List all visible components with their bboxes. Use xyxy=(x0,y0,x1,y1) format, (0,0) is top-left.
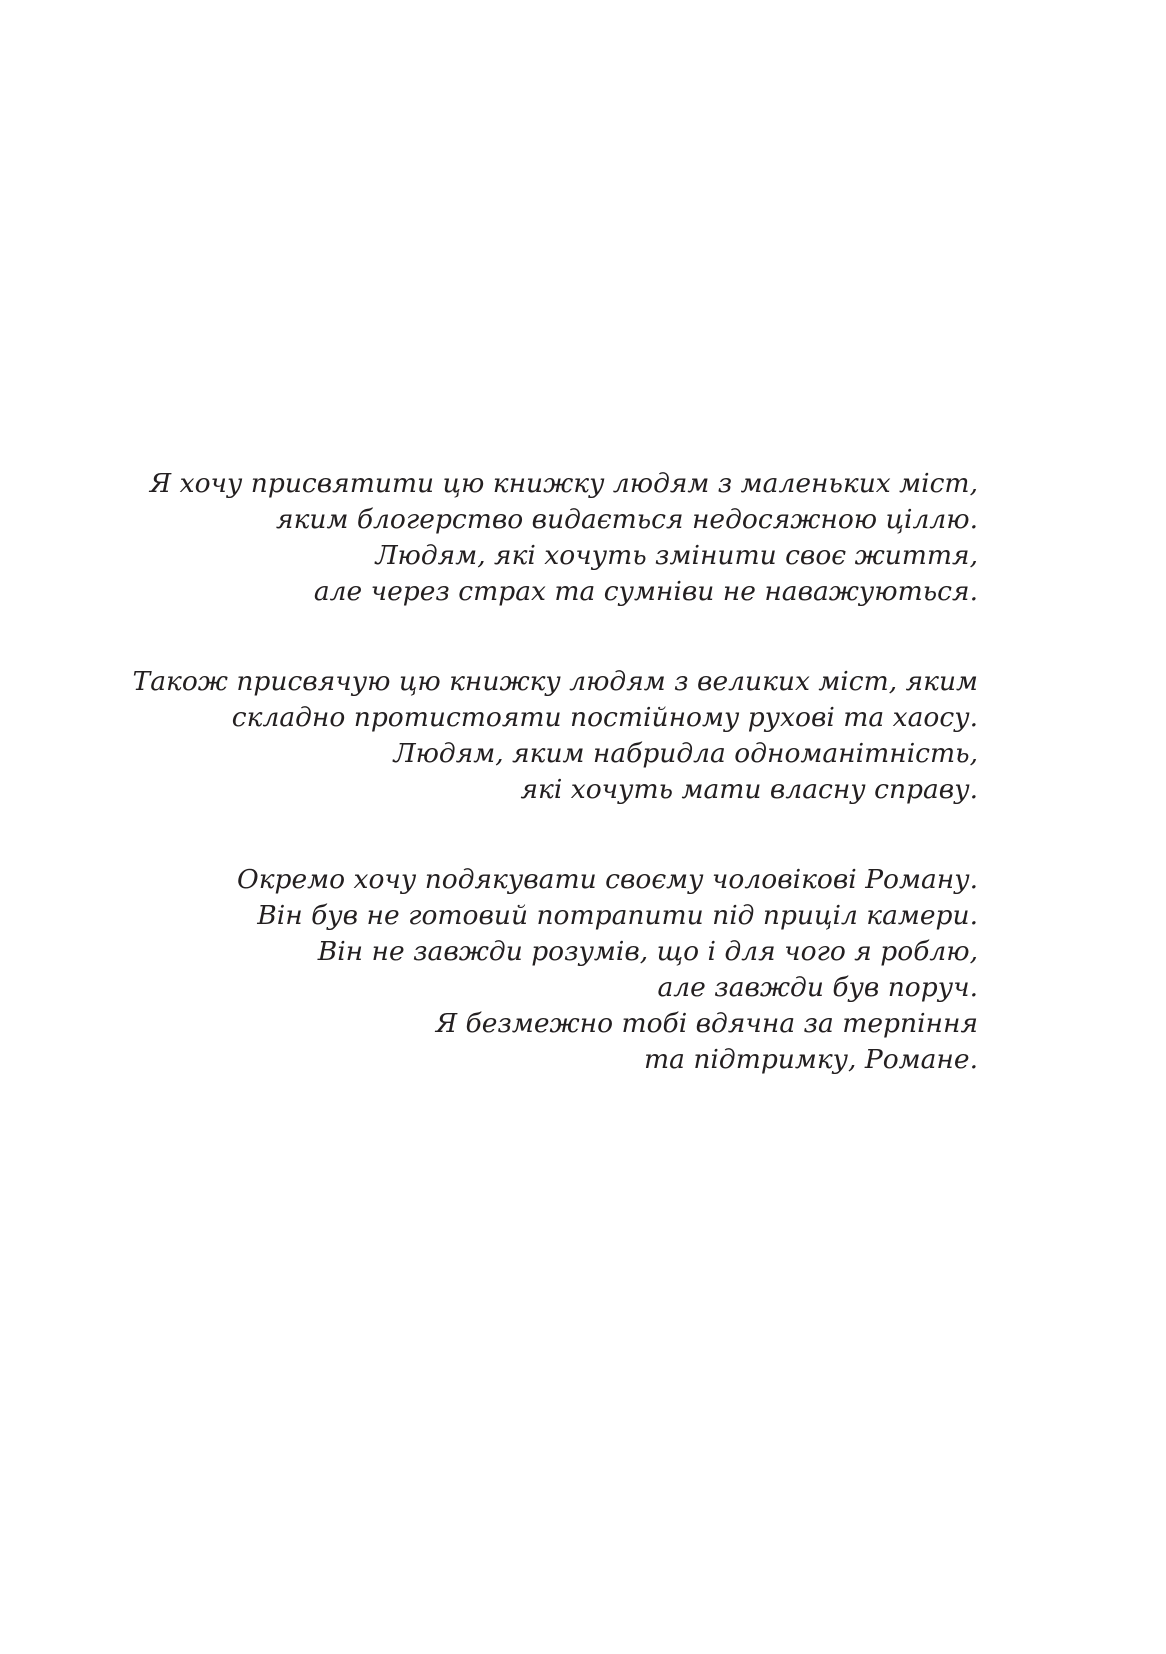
dedication-line: Я хочу присвятити цю книжку людям з маленьких міст, xyxy=(149,468,978,499)
dedication-line: але завжди був поруч. xyxy=(657,972,978,1003)
dedication-line: Він був не готовий потрапити під приціл камери. xyxy=(257,900,978,931)
dedication-line: Окремо хочу подякувати своєму чоловікові Роману. xyxy=(236,864,978,895)
dedication-line: Людям, які хочуть змінити своє життя, xyxy=(375,540,978,571)
dedication-stanza-big-cities xyxy=(120,664,978,808)
dedication-line: та підтримку, Романе. xyxy=(644,1044,978,1075)
dedication-line: складно протистояти постійному рухові та хаосу. xyxy=(231,702,978,733)
dedication-line: Також присвячую цю книжку людям з великих міст, яким xyxy=(132,666,978,697)
dedication-stanza-thanks-husband xyxy=(120,862,978,1078)
dedication-stanza-small-towns xyxy=(120,466,978,610)
dedication-line: які хочуть мати власну справу. xyxy=(520,774,978,805)
dedication-line: Він не завжди розумів, що і для чого я роблю, xyxy=(317,936,978,967)
dedication-line: Людям, яким набридла одноманітність, xyxy=(393,738,978,769)
dedication-text xyxy=(120,466,978,1078)
dedication-line: яким блогерство видається недосяжною ціллю. xyxy=(276,504,978,535)
dedication-line: Я безмежно тобі вдячна за терпіння xyxy=(435,1008,978,1039)
dedication-line: але через страх та сумніви не наважуються. xyxy=(313,576,978,607)
